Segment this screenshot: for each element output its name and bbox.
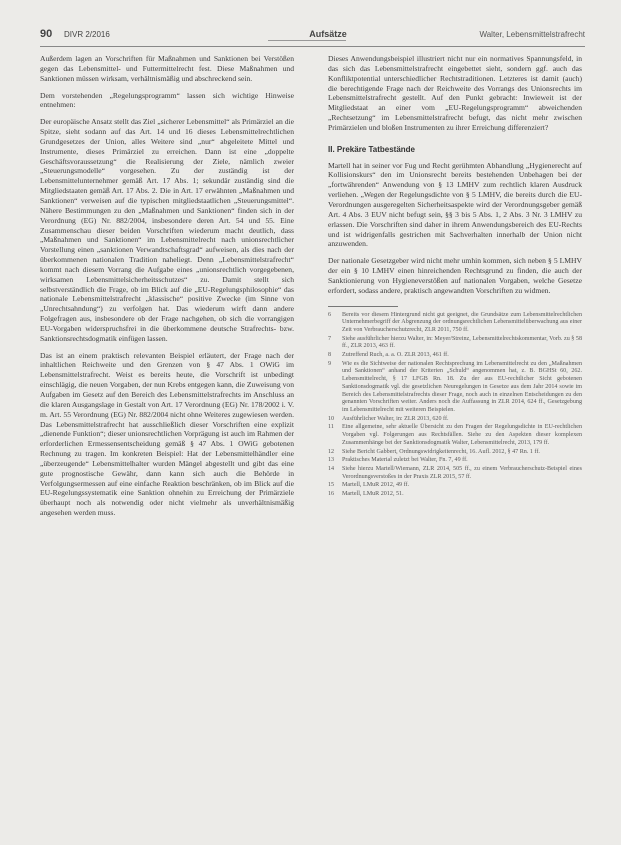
footnote-number: 14 <box>328 465 335 472</box>
footnote <box>328 336 582 351</box>
footnote <box>328 352 582 360</box>
footnotes <box>328 312 582 499</box>
paragraph: Dieses Anwendungsbeispiel illustriert nicht nur ein normatives Spannungsfeld, in das sich das Lebensmittelstrafrecht eingebettet sieht, sondern ggf. auch das Konfliktpotential unterschiedlicher Rechtstraditionen. Letzteres ist damit (auch) die berechtigende Frage nach der Reichweite des Vorrangs des Unionsrechts im Lebensmittelstrafrecht gestellt. Auf den Punkt gebracht: Inwieweit ist der Mitgliedstaat an einer vom „EU-Regelungsprogramm“ abweichenden „Rechtsetzung“ im Lebensmittelstrafrecht befugt, das nicht mehr zwischen Primärzielen und bloßen Instrumenten zu ihrer Erreichung differenziert? <box>328 54 582 132</box>
footnote-number: 10 <box>328 415 335 422</box>
paragraph: Martell hat in seiner vor Fug und Recht gerühmten Abhandlung „Hygienerecht auf Kollisionskurs“ den im Unionsrecht bereits bestehenden Unbehagen bei der „fortwährenden“ Anwendung von § 13 LMHV zum rechtlich klaren Ausdruck verliehen. „Wegen der Regelungsdichte von § 5 LMHV, die bereits durch die EU-Verordnungen ausgeregelten Sicherheitsaspekte wird der Verordnungsgeber gemäß Art. 4 Abs. 3 EUV nicht befugt sein, §§ 3 bis 5 Abs. 1, 2 Abs. 3 Nr. 3 LMHV zu erlassen. Die Vorschriften sind daher in ihrem Anwendungsbereich des EU-Rechts und ist widrigenfalls gestrichen mit Sachverhalten innerhalb der Union nicht anzuwenden. <box>328 160 582 249</box>
footnote <box>328 482 582 490</box>
footnote-number: 11 <box>328 424 334 431</box>
footnote-text: Siehe Bericht Gabbert, Ordnungswidrigkeitenrecht, 16. Aufl. 2012, § 47 Rn. 1 ff. <box>342 448 540 455</box>
section-underline <box>268 40 346 41</box>
footnote-number: 9 <box>328 360 332 367</box>
section-title: Aufsätze <box>309 29 347 39</box>
footnote-number: 7 <box>328 335 332 342</box>
footnote-text: Siehe ausführlicher hierzu Walter, in: Meyer/Streinz, Lebensmittelrechtskommentar, Vorb. zu § 58 ff., ZLR 2013, 463 ff. <box>342 335 582 350</box>
footnote-text: Ausführlicher Walter, in: ZLR 2013, 620 ff. <box>342 415 449 422</box>
footnote <box>328 491 582 499</box>
footnote-number: 16 <box>328 491 335 498</box>
subsection-heading: II. Prekäre Tatbestände <box>328 144 415 154</box>
footnote <box>328 312 582 335</box>
footnote-text: Zutreffend Ruch, a. a. O. ZLR 2013, 461 ff. <box>342 352 449 359</box>
page-number: 90 <box>40 28 53 40</box>
footnote <box>328 361 582 415</box>
running-author: Walter, Lebensmittelstrafrecht <box>479 30 585 39</box>
footnote <box>328 466 582 481</box>
footnote <box>328 457 582 465</box>
left-column <box>40 54 294 525</box>
footnote-rule <box>328 306 398 307</box>
footnote <box>328 424 582 447</box>
footnote-text: Martell, LMuR 2012, 51. <box>342 491 404 498</box>
footnote-number: 13 <box>328 457 335 464</box>
paragraph: Der europäische Ansatz stellt das Ziel „sicherer Lebensmittel“ als Primärziel an die Spitze, sieht sodann auf das Art. 14 und 16 dieses Lebensmittelrechtlichen Grundgesetzes der Union, alles Weitere sind „nur“ abgeleitete Mittel und Instrumente, dieses Primärziel zu erreichen. Dann ist eine „doppelte Geschäftsvoraussetzung“ die Realisierung der Ziele, nämlich zweier „Steuerungsmodelle“ vorgesehen. Zu der zuständig ist der Lebensmittelunternehmer gemäß Art. 17 Abs. 1; sekundär zuständig sind die Mitgliedstaaten gemäß Art. 17 Abs. 2. Die in Art. 17 erwähnten „Maßnahmen und Sanktionen“ verweisen auf die typischen mitgliedstaatlichen „Steuerungsmittel“. Nähere Bestimmungen zu den „Maßnahmen und Sanktionen“ finden sich in der Verordnung (EG) Nr. 882/2004, insbesondere deren Art. 54 und 55. Eine Zusammenschau dieser beiden Vorschriften wiederum macht deutlich, dass „Maßnahmen und Sanktionen“ im Lebensmittelrecht nach unionsrechtlicher Vorstellung einen „sanktionen Verwandtschaftsgrad“ aufweisen, als dies nach der überkommenen nationalen Tradition naheliegt. Denn „Lebensmittelstrafrecht“ kommt nach diesem Vorrang die Aufgabe eines „unionsrechtlich vorgegebenen, wirksamen Lebensmittelsicherheitsschutzes“ zu. Damit stellt sich selbstverständlich die Frage, ob im Blick auf die „EU-Regelungsphilosophie“ das nationale Lebensmittelstrafrecht „klassische“ positive Zwecke (im Sinne von „Unrechtsahndung“) zu verfolgen hat. Das wiederum wirft dann andere Folgefragen aus, insbesondere ob der Frage nachgehen, ob sich die vorrangigen EU-Vorgaben widerspruchsfrei in die überkommene deutsche Strafrechts- bzw. Sanktionsrechtsdogmatik einfügen lassen. <box>40 117 294 343</box>
footnote-text: Wie es die Sichtweise der nationalen Rechtsprechung im Lebensmittelrecht zu den „Maßnahmen und Sanktionen“ anhand der Kriterien „Schuld“ angenommen hat, z. B. BGHSt 60, 262. Lebensmittelrecht, § 17 LFGB Rn. 18. Zu der aus EU-rechtlicher Sicht gebotenen Sanktionsdogmatik vgl. die gesetzlichen Neuregelungen in Gesetze aus dem Jahr 2014 sowie im Bereich des Lebensmittelstrafrechts dieser Frage, noch auch in einzelnen Entscheidungen zu den genannten Vorschriften weiter. Anders noch die Auffassung in ZLR 2014, 624 ff., Gesetzgebung im Lebensmittelrecht mit weiteren Beispielen. <box>342 360 582 413</box>
paragraph: Das ist an einem praktisch relevanten Beispiel erläutert, der Frage nach der inhaltlichen Reichweite und den Grenzen von § 47 Abs. 1 OWiG im Lebensmittelstrafrecht. Weist es bereits heute, die Vorschrift ist unbedingt einschlägig, die neuen Vorgaben, der nun Krebs entgegen kann, die Zuweisung von Aufgaben im Gesetz auf den Bereich des Lebensmittelstrafrechts im Anschluss an die klaren Ausgangslage in Gestalt von Art. 17 Verordnung (EG) Nr. 178/2002 i. V. m. Art. 55 Verordnung (EG) Nr. 882/2004 nicht ohne Weiteres zugewiesen werden. Das Lebensmittelstrafrecht hat ausschließlich dieser Vorschriften eine explizit „dienende Funktion“; dieser unionsrechtlichen Vorprägung ist auch im Rahmen der erforderlichen Ermessensentscheidung gemäß § 47 Abs. 1 OWiG gebotenen Rechnung zu tragen. Im konkreten Beispiel: Hat der Lebensmittelhändler eine „überzeugende“ Lebensmittelhalter wurden Mängel abgestellt und gibt das eine gute prognostische Gewähr, dann kann sich auch die Behörde in Verfolgungsermessen auf eine einfache Reaktion beschränken, ob im Blick auf die EU-Regelungssystematik eine Sanktion ohnehin zu Erreichung der Primärziele überhaupt noch als notwendig oder nicht vielmehr als unverhältnismäßig angesehen werden muss. <box>40 350 294 518</box>
paragraph: Außerdem lagen an Vorschriften für Maßnahmen und Sanktionen bei Verstößen gegen das Lebensmittel- und Futtermittelrecht fest. Diese Maßnahmen und Sanktionen müssen wirksam, verhältnismäßig und abschreckend sein. <box>40 54 294 83</box>
right-column <box>328 54 582 500</box>
footnote-text: Bereits vor diesem Hintergrund nicht gut geeignet, die Grundsätze zum Lebensmittelrechtlichen Unternehmerbegriff der Abgrenzung der ordnungsrechtlichen Lebensmittelüberwachung aus einer Zeit von Verbraucherschutzrecht, ZLR 2011, 750 ff. <box>342 311 582 333</box>
header-rule <box>40 46 585 47</box>
footnote-number: 8 <box>328 352 332 359</box>
footnote-text: Praktisches Material zuletzt bei Walter, Fn. 7, 49 ff. <box>342 457 468 464</box>
paragraph: Der nationale Gesetzgeber wird nicht mehr umhin kommen, sich neben § 5 LMHV der ein § 10 LMHV einen hinreichenden Rechtsgrund zu finden, die auch der Sanktionierung von Hygieneverstößen auf nationalen Vorgaben, welche Gesetze erfordert, sodass andere, praktisch angewandten Vorschriften zu widmen. <box>328 256 582 295</box>
paragraph: Dem vorstehenden „Regelungsprogramm“ lassen sich wichtige Hinweise entnehmen: <box>40 90 294 110</box>
footnote-text: Martell, LMuR 2012, 49 ff. <box>342 482 410 489</box>
footnote <box>328 416 582 424</box>
journal-name: DIVR 2/2016 <box>64 30 110 39</box>
footnote-text: Siehe hierzu Martell/Wiemann, ZLR 2014, 505 ff., zu einem Verbraucherschutz-Beispiel eines Verordnungsverstoßes in der Praxis ZLR 2015, 57 ff. <box>342 465 582 480</box>
footnote-number: 15 <box>328 482 335 489</box>
footnote-number: 6 <box>328 311 332 318</box>
footnote <box>328 449 582 457</box>
running-header <box>40 28 585 44</box>
footnote-number: 12 <box>328 448 335 455</box>
footnote-text: Eine allgemeine, sehr aktuelle Übersicht zu den Fragen der Regelungsdichte in EU-rechtlichen Vorgaben vgl. Folgerungen aus Rechtsfällen. Siehe zu den Aspekten dieser komplexen Zusammenhänge bei der Sanktionsdogmatik Walter, Lebensmittelrecht, 2013, 179 ff. <box>342 424 582 446</box>
